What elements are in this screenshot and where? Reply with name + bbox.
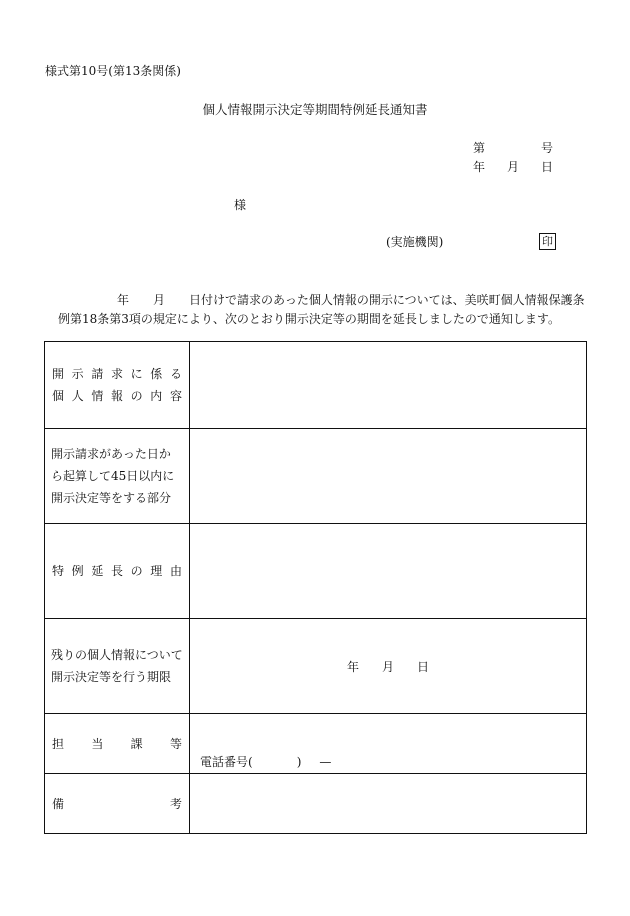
- row-department: [45, 714, 587, 774]
- row-extension-reason: [45, 524, 587, 619]
- body-year: 年: [117, 293, 130, 307]
- value-request-content[interactable]: [190, 342, 587, 429]
- form-number: 様式第10号(第13条関係): [45, 64, 181, 78]
- number-prefix: 第: [473, 141, 486, 155]
- value-extension-reason[interactable]: [190, 524, 587, 619]
- label-extension-reason: 特 例 延 長 の 理 由: [45, 524, 190, 619]
- deadline-date: 年 月 日: [347, 659, 429, 674]
- label-line: 個 人 情 報 の 内 容: [52, 389, 182, 403]
- label-line: 開 示 請 求 に 係 る: [52, 367, 182, 381]
- notice-form-table: [44, 341, 587, 834]
- value-department[interactable]: [190, 714, 587, 774]
- body-paragraph-line-2: 例第18条第3項の規定により、次のとおり開示決定等の期間を延長しましたので通知します。: [58, 312, 560, 326]
- issue-date-row: [473, 160, 553, 174]
- document-title: 個人情報開示決定等期間特例延長通知書: [202, 102, 428, 117]
- row-request-content: [45, 342, 587, 429]
- phone-number-field: 電話番号( ) —: [200, 755, 332, 769]
- label-partial-decision: 開示請求があった日か ら起算して45日以内に 開示決定等をする部分: [45, 429, 190, 524]
- value-remaining-deadline[interactable]: [190, 619, 587, 714]
- label-remaining-deadline: 残りの個人情報について 開示決定等を行う期限: [45, 619, 190, 714]
- date-day: 日: [540, 160, 553, 174]
- label-request-content: [45, 342, 190, 429]
- document-number-row: [473, 141, 553, 155]
- value-remarks[interactable]: [190, 774, 587, 834]
- date-year: 年: [473, 160, 486, 174]
- body-paragraph-line-1: [55, 290, 595, 310]
- date-month: 月: [506, 160, 519, 174]
- label-remarks: 備 考: [45, 774, 190, 834]
- addressee-suffix: 様: [234, 198, 247, 212]
- body-month: 月: [153, 293, 166, 307]
- seal-stamp: 印: [539, 233, 556, 250]
- row-remaining-deadline: [45, 619, 587, 714]
- number-suffix: 号: [540, 141, 553, 155]
- value-partial-decision[interactable]: [190, 429, 587, 524]
- row-remarks: [45, 774, 587, 834]
- body-text-1: 日付けで請求のあった個人情報の開示については、美咲町個人情報保護条: [189, 293, 585, 307]
- agency-label: (実施機関): [386, 235, 444, 249]
- row-partial-decision: [45, 429, 587, 524]
- label-department: 担 当 課 等: [45, 714, 190, 774]
